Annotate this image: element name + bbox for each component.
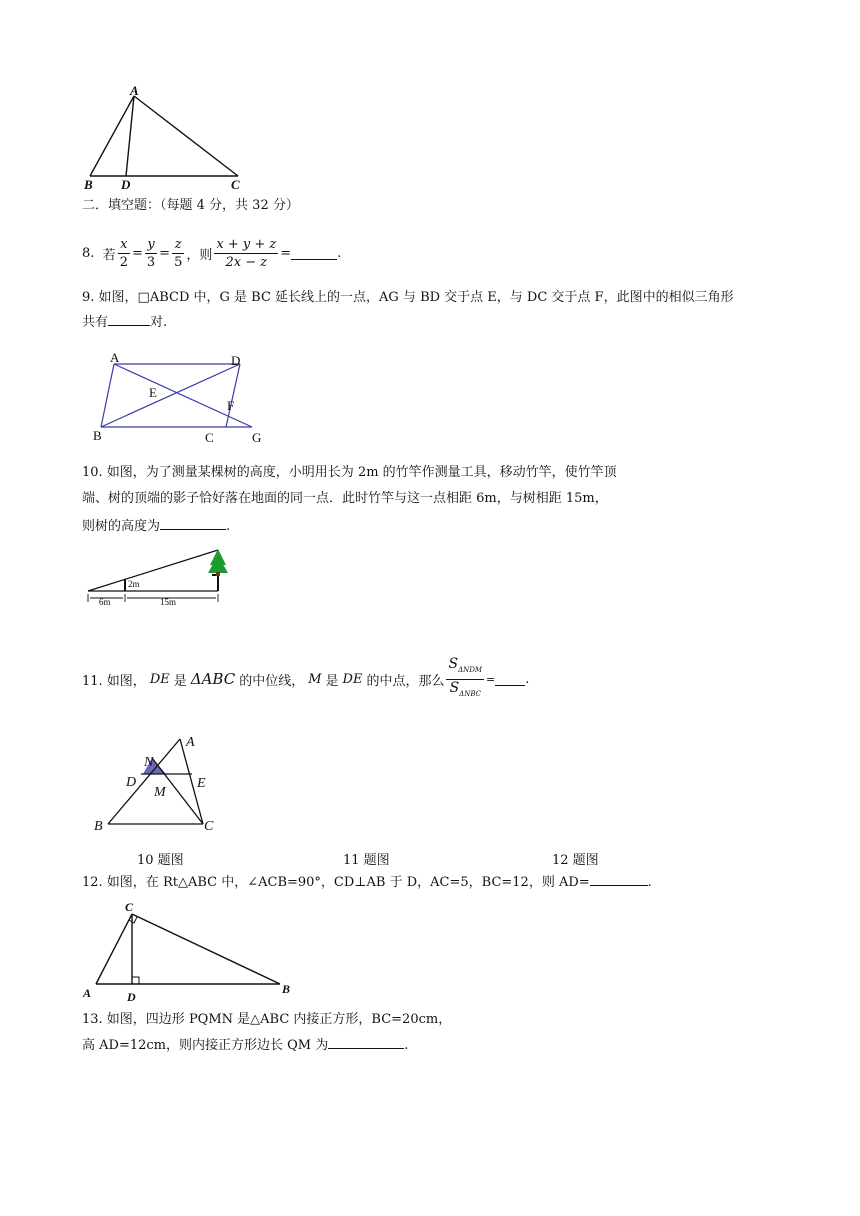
q8-end: . [337,245,342,261]
label-d: D [121,177,131,192]
label-distance-6m: 6m [99,597,111,607]
q13-line2: 高 AD=12cm，则内接正方形边长 QM 为 . [82,1038,409,1053]
fraction-y-3: $\frac{y}{3}$ [146,236,156,270]
label-m: M [154,785,166,800]
label-b: B [94,819,103,834]
caption-figure-12: 12 题图 [552,853,599,868]
fraction-area-ratio: $\frac{S_{\Delta NDM}}{S_{\Delta NBC}}$ [448,655,483,698]
label-pole-height: 2m [128,579,140,589]
answer-blank-8[interactable] [291,247,337,260]
label-e: E [197,776,206,791]
question-11: 11. 如图， DE 是 ΔABC 的中位线， M 是 DE 的中点，那么 $\frac{S_{\Delta NDM}}{S_{\Delta NBC}}$ = . [82,656,529,702]
label-a: A [110,350,120,365]
tree-icon [208,549,228,576]
figure-tree-measurement [84,545,244,615]
label-distance-15m: 15m [160,597,177,607]
figure-triangle-abc [80,84,250,194]
q9-line2: 共有 对. [82,315,168,330]
label-c: C [205,430,214,445]
label-a: A [130,84,139,98]
q10-line2: 端、树的顶端的影子恰好落在地面的同一点．此时竹竿与这一点相距 6m，与树相距 15m， [82,491,608,506]
q8-number: 8. [82,245,95,261]
label-g: G [252,430,262,445]
fraction-expression: $\frac{x + y + z}{2x - z}$ [216,236,277,270]
answer-blank-11[interactable] [495,673,525,686]
answer-blank-12[interactable] [590,873,648,886]
answer-blank-13[interactable] [328,1036,404,1049]
q8-mid: ，则 [186,247,213,263]
question-8: 8. 若 $\frac{x}{2}$ = $\frac{y}{3}$ = $\frac{z}{5}$ ，则 $\frac{x + y + z}{2x - z}$ = . [82,236,342,270]
label-c: C [231,177,240,192]
figure-triangle-midline [90,730,230,835]
figure-parallelogram [86,350,276,445]
label-b: B [93,428,102,443]
label-b: B [282,982,291,996]
label-b: B [84,177,93,192]
caption-figure-10: 10 题图 [137,853,184,868]
label-c: C [125,900,134,914]
fraction-z-5: $\frac{z}{5}$ [174,236,183,270]
answer-blank-9[interactable] [108,313,150,326]
fraction-x-2: $\frac{x}{2}$ [119,236,128,270]
caption-figure-11: 11 题图 [343,853,390,868]
q9-line1: 9. 如图，□ABCD 中，G 是 BC 延长线上的一点，AG 与 BD 交于点 E，与 DC 交于点 F，此图中的相似三角形 [82,290,734,305]
q13-line1: 13. 如图，四边形 PQMN 是△ABC 内接正方形，BC=20cm， [82,1012,452,1027]
section-title: 二．填空题：（每题 4 分，共 32 分） [82,198,299,213]
q10-line1: 10. 如图，为了测量某棵树的高度，小明用长为 2m 的竹竿作测量工具，移动竹竿，使竹竿顶 [82,465,617,480]
q8-equals: = [280,245,292,261]
q8-pre: 若 [102,247,116,263]
answer-blank-10[interactable] [160,517,226,530]
label-d: D [127,990,136,1004]
q10-line3: 则树的高度为 . [82,519,231,534]
label-a: A [83,986,92,1000]
figure-right-triangle [80,897,295,1007]
label-c: C [204,819,214,834]
label-e: E [149,385,157,400]
label-d: D [231,353,241,368]
label-f: F [227,398,235,413]
label-d: D [126,775,137,790]
label-n: N [144,755,154,770]
label-a: A [186,735,195,750]
q12-line: 12. 如图，在 Rt△ABC 中，∠ACB=90°，CD⊥AB 于 D，AC=5，BC=12，则 AD= . [82,875,652,890]
